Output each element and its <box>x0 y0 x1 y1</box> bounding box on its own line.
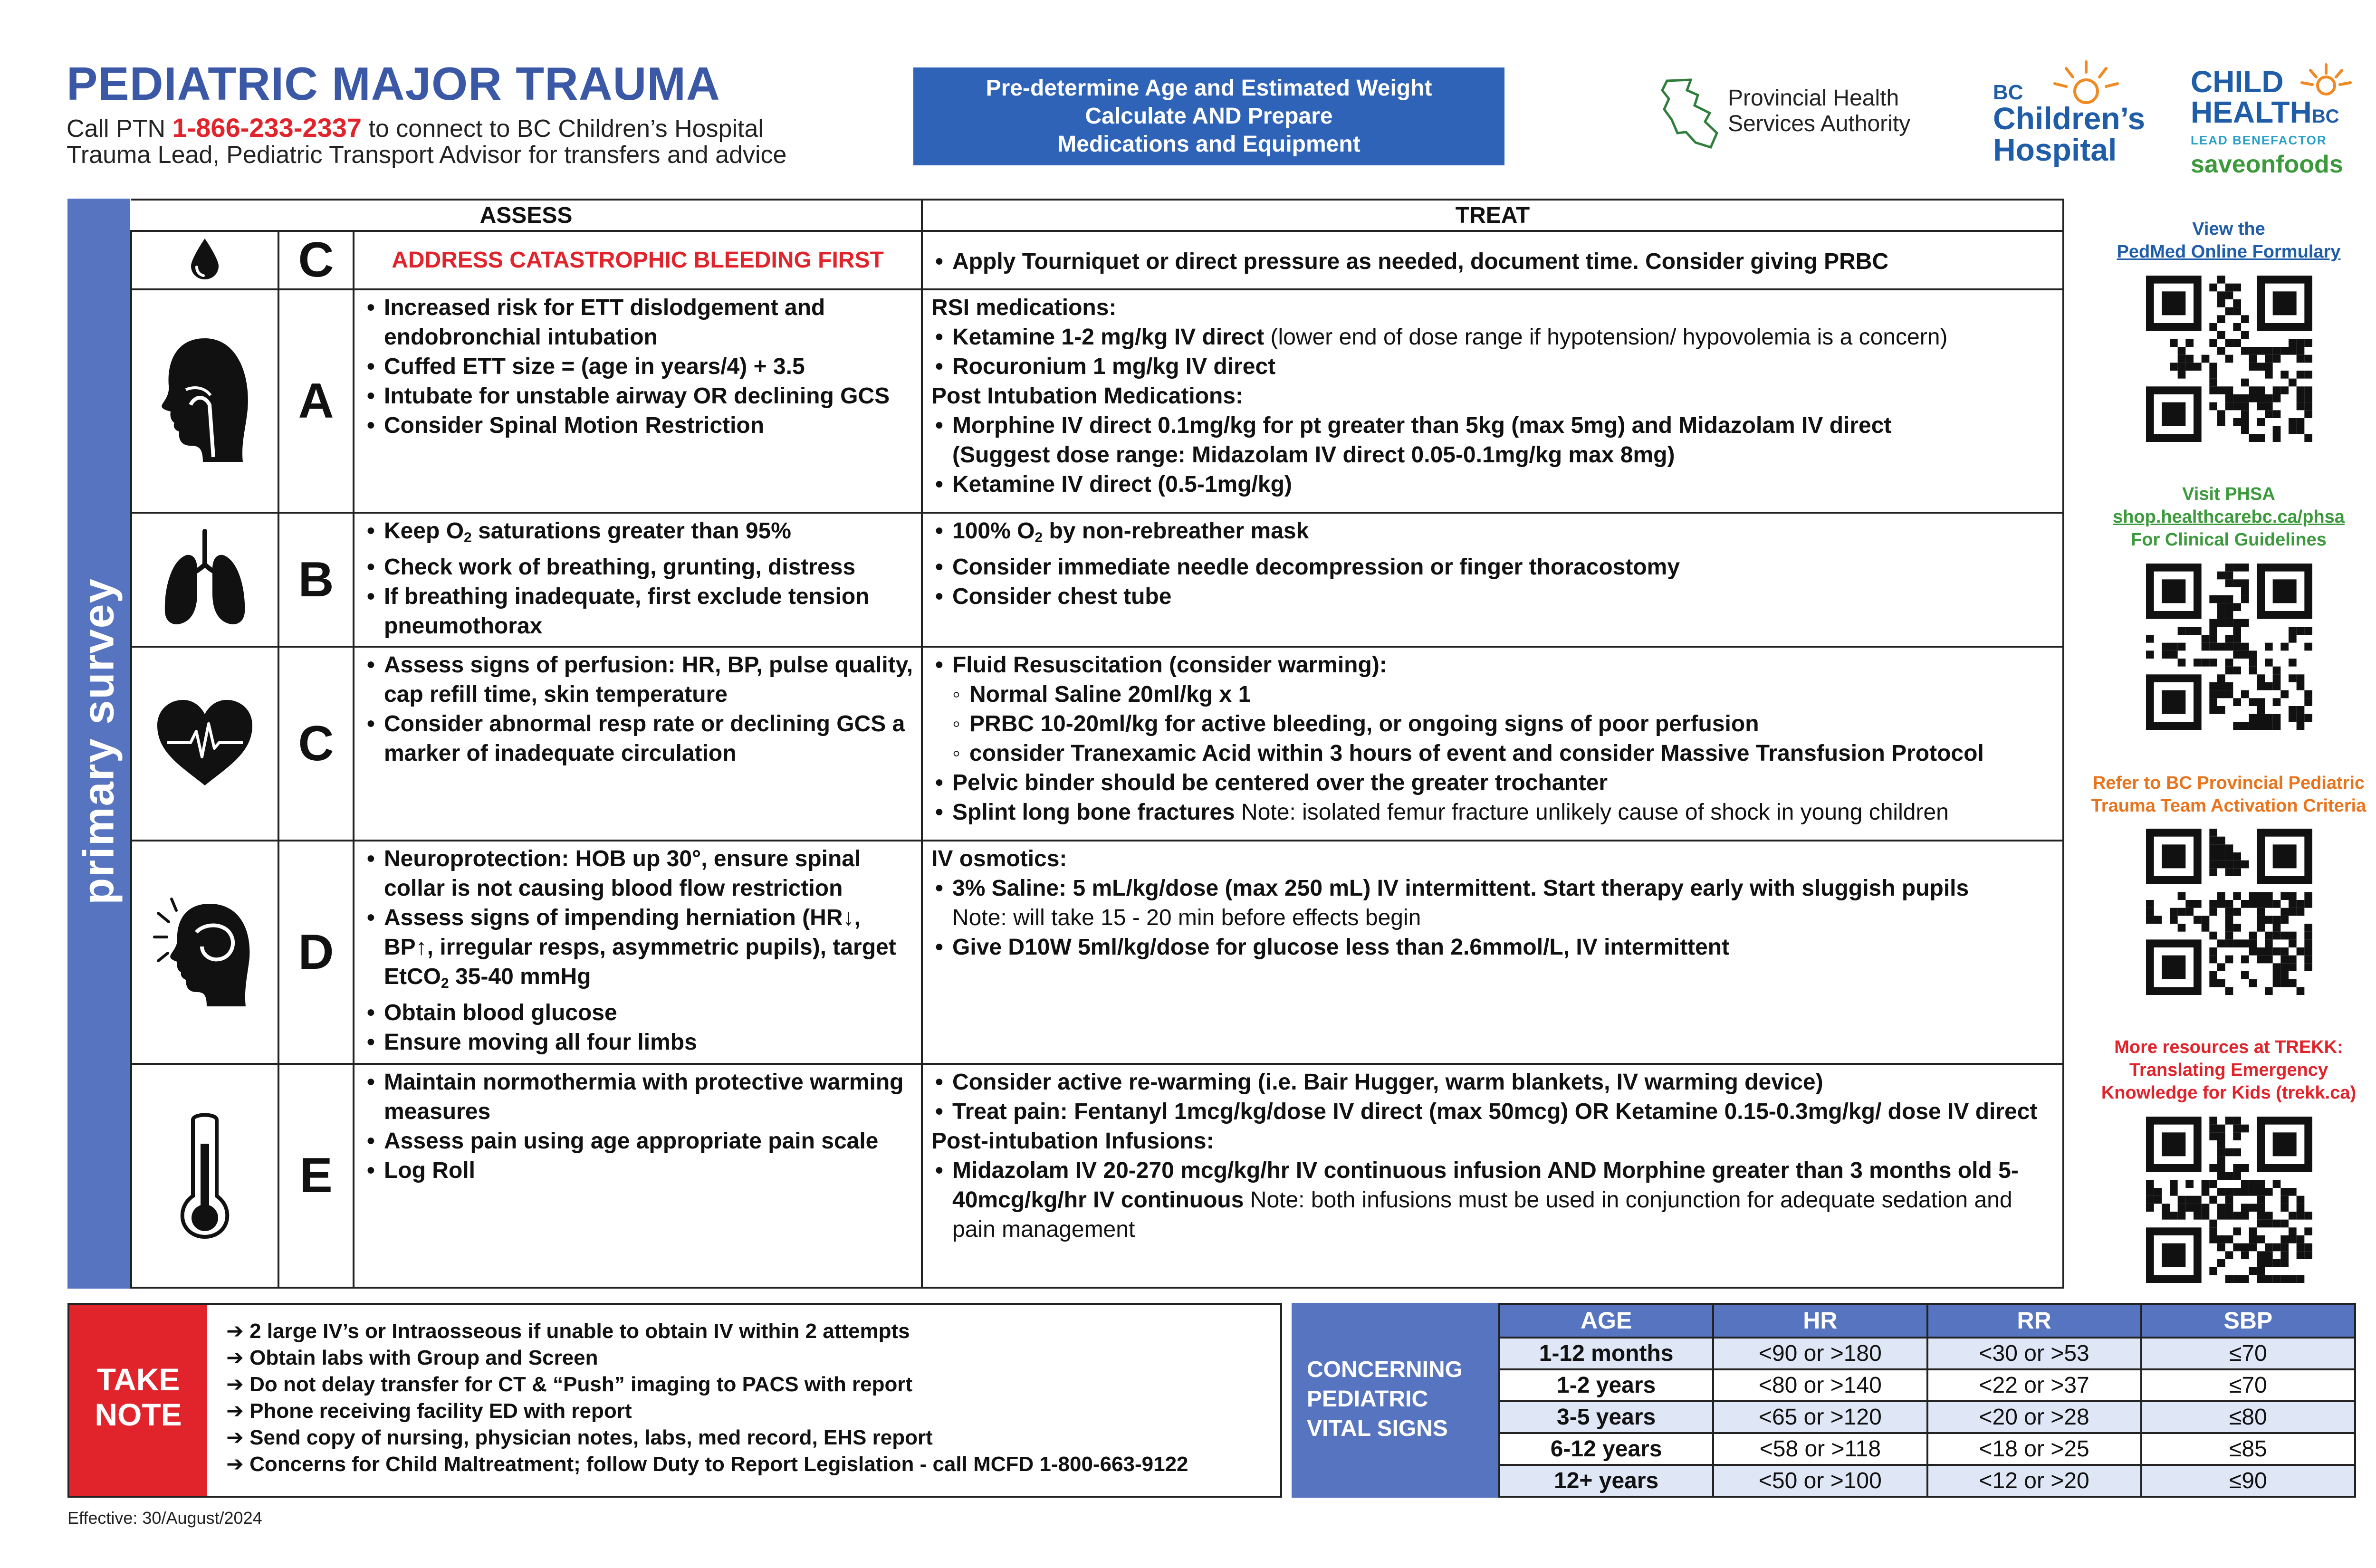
catastrophic-treat: • Apply Tourniquet or direct pressure as needed, document time. Consider giving PRBC <box>922 231 2063 289</box>
pedmed-resource: View the PedMed Online Formulary <box>2117 219 2341 262</box>
sun-icon <box>2295 62 2357 100</box>
exposure-row <box>131 1064 2063 1288</box>
vitals-header-row: AGE HR RR SBP <box>1499 1304 2355 1338</box>
circulation-letter: C <box>278 647 354 841</box>
disability-assess: • Neuroprotection: HOB up 30°, ensure spinal collar is not causing blood flow restriction • Assess signs of impending herniation (HR↓, BP↑, irregular resps, asymmetric pupils), target EtCO$_2$ 35-40 mmHg • Obtain blood glucose • Ensure moving all four limbs <box>354 841 922 1064</box>
bc-map-icon <box>1657 76 1724 152</box>
disability-treat: IV osmotics: • 3% Saline: 5 mL/kg/dose (max 250 mL) IV intermittent. Start therapy early with sluggish pupils Note: will take 15 - 20 min before effects begin • Give D10W 5ml/kg/dose for glucose less than 2.6mmol/L, IV intermittent <box>922 841 2063 1064</box>
effective-date: Effective: 30/August/2024 <box>67 1508 262 1528</box>
breathing-row <box>131 513 2063 647</box>
catastrophic-letter: C <box>278 231 354 289</box>
catastrophic-assess: ADDRESS CATASTROPHIC BLEEDING FIRST <box>354 231 922 289</box>
airway-treat: RSI medications: • Ketamine 1-2 mg/kg IV direct (lower end of dose range if hypotension/ hypovolemia is a concern) • Rocuronium 1 mg/kg IV direct Post Intubation Medications: • Morphine IV direct 0.1mg/kg for pt greater than 5kg (max 5mg) and Midazolam IV direct (Suggest dose range: Midazolam IV direct 0.05-0.1mg/kg max 8mg) • Ketamine IV direct (0.5-1mg/kg) <box>922 289 2063 513</box>
primary-survey-label: primary survey <box>74 578 123 905</box>
breathing-treat: • 100% $O_2$ by non-rebreather mask • Consider immediate needle decompression or finger thoracostomy • Consider chest tube <box>922 513 2063 647</box>
circulation-assess: • Assess signs of perfusion: HR, BP, pulse quality, cap refill time, skin temperature • Consider abnormal resp rate or declining GCS a marker of inadequate circulation <box>354 647 922 841</box>
vital-signs-table <box>1498 1303 2356 1498</box>
header-sub-line: Trauma Lead, Pediatric Transport Advisor for transfers and advice <box>67 141 787 169</box>
table-row: 12+ years <50 or >100 <12 or >20 ≤90 <box>1499 1465 2355 1497</box>
breathing-letter: B <box>278 513 354 647</box>
bc-childrens-hospital-logo: BC Children’s Hospital <box>1986 58 2157 172</box>
treat-header: TREAT <box>922 200 2063 231</box>
take-note-box <box>67 1303 1282 1498</box>
table-header-row <box>131 200 2063 231</box>
qr-code-icon[interactable] <box>2146 564 2312 730</box>
blood-drop-cell <box>131 231 278 289</box>
table-row: 1-12 months <90 or >180 <30 or >53 ≤70 <box>1499 1338 2355 1369</box>
qr-code-icon[interactable] <box>2146 276 2312 442</box>
circulation-treat: • Fluid Resuscitation (consider warming): ◦ Normal Saline 20ml/kg x 1 ◦ PRBC 10-20ml/kg for active bleeding, or ongoing signs of poor perfusion ◦ consider Tranexamic Acid within 3 hours of event and consider Massive Transfusion Protocol • Pelvic binder should be centered over the greater trochanter • Splint long bone fractures Note: isolated femur fracture unlikely cause of shock in young children <box>922 647 2063 841</box>
list-item: ➔ Phone receiving facility ED with report <box>226 1398 1188 1425</box>
list-item: ➔ 2 large IV’s or Intraosseous if unable to obtain IV within 2 attempts <box>226 1318 1188 1345</box>
blood-drop-icon <box>188 237 221 281</box>
airway-row <box>131 289 2063 513</box>
airway-letter: A <box>278 289 354 513</box>
disability-letter: D <box>278 841 354 1064</box>
take-note-label: TAKE NOTE <box>69 1305 207 1496</box>
airway-head-icon <box>157 334 252 467</box>
table-row: 6-12 years <58 or >118 <18 or >25 ≤85 <box>1499 1433 2355 1465</box>
circulation-row <box>131 647 2063 841</box>
phsa-guidelines-link[interactable]: shop.healthcarebc.ca/phsa <box>2113 507 2345 527</box>
trauma-activation-resource: Refer to BC Provincial Pediatric Trauma Team Activation Criteria <box>2091 773 2366 816</box>
airway-assess: • Increased risk for ETT dislodgement and endobronchial intubation • Cuffed ETT size = (age in years/4) + 3.5 • Intubate for unstable airway OR declining GCS • Consider Spinal Motion Restriction <box>354 289 922 513</box>
child-health-bc-logo: CHILD HEALTHBC LEAD BENEFACTOR saveonfoods <box>2186 62 2366 185</box>
list-item: ➔ Send copy of nursing, physician notes, labs, med record, EHS report <box>226 1425 1188 1451</box>
sun-icon <box>2039 58 2134 105</box>
primary-survey-table <box>130 199 2064 1289</box>
phsa-logo: Provincial Health Services Authority <box>1657 76 1943 157</box>
qr-code-icon[interactable] <box>2146 1117 2312 1283</box>
thermometer-icon <box>179 1110 231 1239</box>
take-note-list <box>226 1318 1188 1478</box>
prep-banner: Pre-determine Age and Estimated Weight Calculate AND Prepare Medications and Equipment <box>913 67 1504 165</box>
assess-header: ASSESS <box>131 200 922 231</box>
trekk-resource: More resources at TREKK: Translating Emergency Knowledge for Kids (trekk.ca) <box>2101 1037 2357 1103</box>
header-call-line: Call PTN 1-866-233-2337 to connect to BC Children’s Hospital <box>67 113 764 143</box>
list-item: ➔ Obtain labs with Group and Screen <box>226 1345 1188 1371</box>
table-row: 3-5 years <65 or >120 <20 or >28 ≤80 <box>1499 1401 2355 1433</box>
head-injury-icon <box>153 894 257 1008</box>
disability-row <box>131 841 2063 1064</box>
list-item: ➔ Do not delay transfer for CT & “Push” imaging to PACS with report <box>226 1371 1188 1398</box>
ptn-phone-number[interactable]: 1-866-233-2337 <box>172 113 362 143</box>
exposure-treat: • Consider active re-warming (i.e. Bair Hugger, warm blankets, IV warming device) • Treat pain: Fentanyl 1mcg/kg/dose IV direct (max 50mcg) OR Ketamine 0.15-0.3mg/kg/ dose IV direct Post-intubation Infusions: • Midazolam IV 20-270 mcg/kg/hr IV continuous infusion AND Morphine greater than 3 months old 5-40mcg/kg/hr IV continuous Note: both infusions must be used in conjunction for adequate sedation and pain management <box>922 1064 2063 1288</box>
heart-pulse-icon <box>153 695 257 790</box>
breathing-assess: • Keep $O_2$ saturations greater than 95% • Check work of breathing, grunting, distress • If breathing inadequate, first exclude tension pneumothorax <box>354 513 922 647</box>
exposure-letter: E <box>278 1064 354 1288</box>
breathing-icon-cell <box>131 513 278 647</box>
airway-icon-cell <box>131 289 278 513</box>
pedmed-formulary-link[interactable]: PedMed Online Formulary <box>2117 242 2341 262</box>
exposure-icon-cell <box>131 1064 278 1288</box>
table-row: 1-2 years <80 or >140 <22 or >37 ≤70 <box>1499 1369 2355 1401</box>
lungs-icon <box>157 526 252 631</box>
disability-icon-cell <box>131 841 278 1064</box>
exposure-assess: • Maintain normothermia with protective warming measures • Assess pain using age appropriate pain scale • Log Roll <box>354 1064 922 1288</box>
circulation-icon-cell <box>131 647 278 841</box>
page-title: PEDIATRIC MAJOR TRAUMA <box>67 57 720 110</box>
phsa-resource: Visit PHSA shop.healthcarebc.ca/phsa For Clinical Guidelines <box>2113 484 2345 550</box>
catastrophic-row <box>131 231 2063 289</box>
qr-code-icon[interactable] <box>2146 829 2312 995</box>
list-item: ➔ Concerns for Child Maltreatment; follow Duty to Report Legislation - call MCFD 1-800-663-9122 <box>226 1451 1188 1478</box>
vital-signs-box <box>1292 1303 2356 1498</box>
vital-signs-label: CONCERNING PEDIATRIC VITAL SIGNS <box>1307 1357 1463 1441</box>
